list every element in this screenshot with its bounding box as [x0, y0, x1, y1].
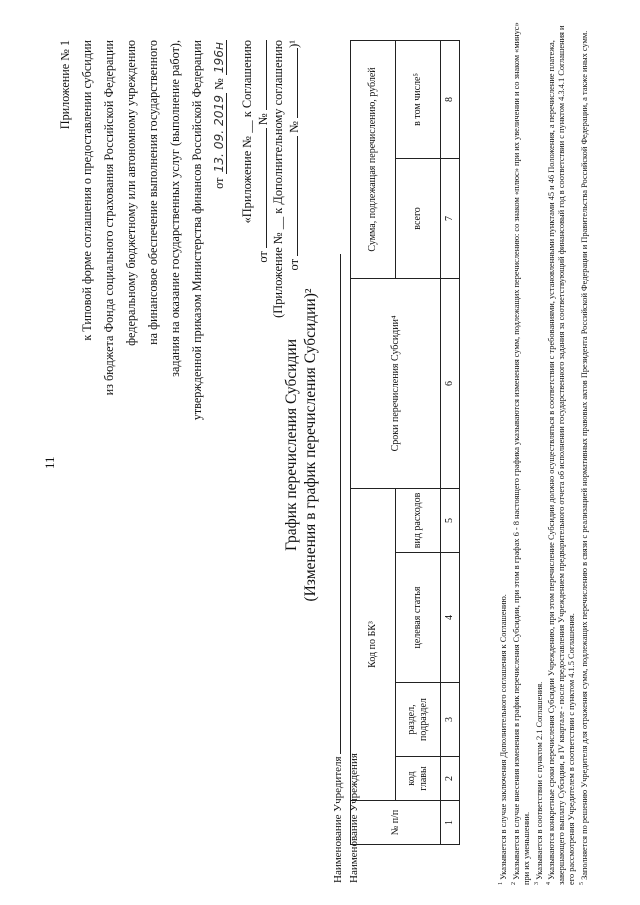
blank-number — [286, 48, 298, 118]
appendix-line: федеральному бюджетному или автономному учреждению — [124, 40, 138, 346]
appendix-date-line — [208, 40, 230, 490]
footnote-text: Заполняется по решению Учредителя для отражения сумм, подлежащих перечислению в связи с реализацией нормативных правовых актов Президента Российской Федерации и Правительства Российской Федерации, а также иных сумм. — [579, 30, 589, 880]
founder-fill-line — [330, 254, 341, 754]
footnote-text: Указывается в случае заключения Дополнительного соглашения к Соглашению. — [498, 594, 508, 880]
column-number: 3 — [441, 683, 460, 757]
number-prefix: № — [256, 113, 270, 125]
column-number: 1 — [441, 801, 460, 845]
column-number: 6 — [441, 278, 460, 488]
header-sum: Сумма, подлежащая перечислению, рублей — [351, 40, 396, 278]
header-chapter-code: код главы — [396, 757, 441, 801]
title-sub: (Изменения в график перечисления Субсидии)² — [302, 288, 319, 602]
column-number: 4 — [441, 553, 460, 683]
header-kbk: Код по БК³ — [351, 488, 396, 800]
closing-bracket: )¹ — [287, 40, 301, 48]
header-total: всего — [396, 158, 441, 278]
agreement-ref-date-line — [255, 40, 271, 440]
page-number: 11 — [42, 456, 57, 469]
column-number: 8 — [441, 40, 460, 158]
appendix-line: задания на оказание государственных услуг (выполнение работ), — [168, 40, 182, 377]
header-row — [351, 40, 396, 844]
footnote: $^2$ Указывается в случае внесения изменения в график перечисления Субсидии, при этом в графах 6 - 8 настоящего графика указываются изменения сумм, подлежащих перечислению: со знаком «плюс» при их увеличении и со знаком «минус» при их уменьшении. — [510, 22, 531, 885]
column-number: 7 — [441, 158, 460, 278]
appendix-line: утвержденной приказом Министерства финансов Российской Федерации — [190, 40, 204, 421]
document-title — [282, 165, 320, 725]
appendix-line: из бюджета Фонда социального страхования Российской Федерации — [102, 40, 116, 396]
founder-row — [330, 254, 346, 883]
header-including: в том числе⁵ — [396, 40, 441, 158]
header-no: № п/п — [351, 801, 441, 845]
blank-date — [255, 128, 267, 248]
header-section: раздел, подраздел — [396, 683, 441, 757]
appendix-line: к Типовой форме соглашения о предоставлении субсидии — [80, 40, 94, 341]
column-number: 2 — [441, 757, 460, 801]
column-number: 5 — [441, 488, 460, 552]
footnotes — [496, 15, 590, 885]
column-number-row — [441, 40, 460, 844]
footnote-text: Указывается в случае внесения изменения в график перечисления Субсидии, при этом в графах 6 - 8 настоящего графика указываются изменения сумм, подлежащих перечислению: со знаком «плюс» при их увеличении и со знаком «минус» при их уменьшении. — [511, 22, 531, 885]
footnote: $^1$ Указывается в случае заключения Дополнительного соглашения к Соглашению. — [498, 594, 508, 885]
footnote-text: Указывается в соответствии с пунктом 2.1 Соглашения. — [534, 681, 544, 880]
agreement-ref-line: «Приложение № __ к Соглашению — [240, 40, 254, 224]
footnote-text: Указываются конкретные сроки перечисления Субсидии Учреждению, при этом перечисление Субсидии должно осуществляться в соответствии с требованиями, установленными пунктами 45 и 46 Положения, а перечисление платежа, завершающего выплату Субсидии, в IV квартале - после предоставления Учреждением предварительного отчета об исполнении государственного задания за соответствующий финансовый год в соответствии с пунктом 4.3.4.1 Соглашения и его рассмотрения Учредителем в соответствии с пунктом 4.1.5 Соглашения. — [547, 25, 577, 885]
header-target-article: целевая статья — [396, 553, 441, 683]
blank-number — [255, 40, 267, 110]
footnote: $^4$ Указываются конкретные сроки перечисления Субсидии Учреждению, при этом перечисление Субсидии должно осуществляться в соответствии с требованиями, установленными пунктами 45 и 46 Положения, а перечисление платежа, завершающего выплату Субсидии, в IV квартале - после предоставления Учреждением предварительного отчета об исполнении государственного задания за соответствующий финансовый год в соответствии с пунктом 4.3.4.1 Соглашения и его рассмотрения Учредителем в соответствии с пунктом 4.1.5 Соглашения. — [546, 25, 577, 885]
institution-label: Наименование Учреждения — [348, 753, 360, 883]
title-main: График перечисления Субсидии — [283, 339, 300, 551]
header-expense-type: вид расходов — [396, 488, 441, 552]
number-prefix: № — [287, 120, 301, 133]
founder-label: Наименование Учредителя — [332, 756, 344, 883]
footnote: $^5$ Заполняется по решению Учредителя для отражения сумм, подлежащих перечислению в связи с реализацией нормативных правовых актов Президента Российской Федерации и Правительства Российской Федерации, а также иных сумм. — [579, 30, 589, 885]
footnote: $^3$ Указывается в соответствии с пунктом 2.1 Соглашения. — [533, 681, 544, 885]
date-prefix: от — [256, 251, 270, 263]
handwritten-number: 196н — [212, 42, 226, 74]
appendix-header — [54, 40, 230, 490]
handwritten-date: 13. 09. 2019 — [212, 94, 226, 173]
appendix-line: Приложение № 1 — [58, 40, 72, 130]
date-prefix: от — [212, 177, 226, 189]
additional-agreement-line: (Приложение № __ к Дополнительному соглашению — [271, 40, 285, 318]
date-prefix: от — [287, 259, 301, 271]
number-prefix: № — [212, 78, 226, 90]
header-terms: Сроки перечисления Субсидии⁴ — [351, 278, 441, 488]
subsidy-schedule-table — [350, 40, 460, 845]
appendix-line: на финансовое обеспечение выполнения государственного — [146, 40, 160, 345]
